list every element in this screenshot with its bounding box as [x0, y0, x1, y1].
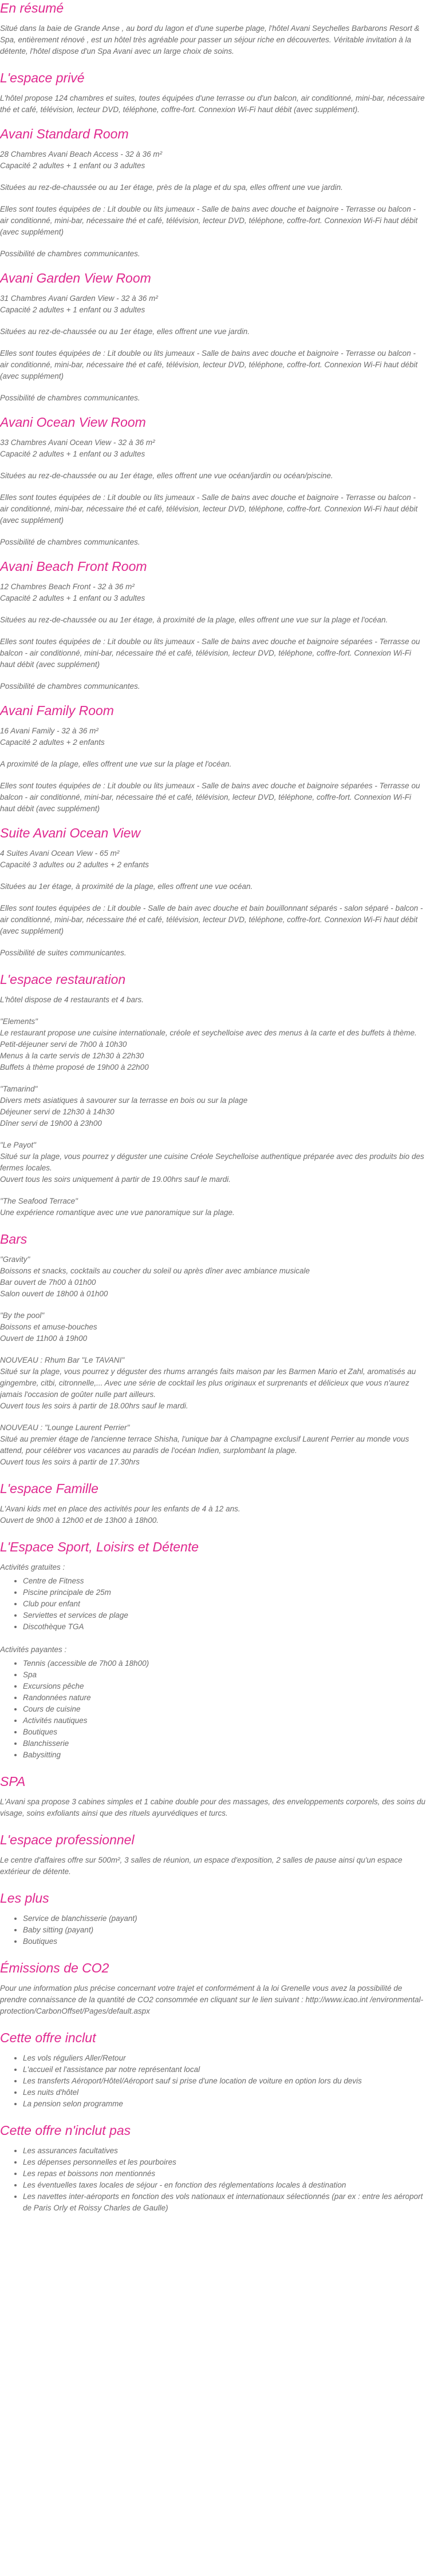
rooms-list	[0, 126, 426, 959]
not-included-item: • Les repas et boissons non mentionnés	[23, 2168, 426, 2180]
not-included-item: • Les navettes inter-aéroports en fonction des vols nationaux et internationaux sélectionnés (par ex : entre les aéroport de Paris Orly et Roissy Charles de Gaulle)	[23, 2191, 426, 2214]
room-extra: Possibilité de chambres communicantes.	[0, 682, 140, 690]
restaurant	[0, 1016, 426, 1073]
restaurant-line: Petit-déjeuner servi de 7h00 à 10h30	[0, 1040, 127, 1049]
room-capacity-line: 28 Chambres Avani Beach Access - 32 à 36 m²	[0, 150, 163, 158]
restaurant-list	[0, 1016, 426, 1218]
room-capacity	[0, 725, 426, 748]
paid-activities-list	[0, 1658, 426, 1761]
bar-line: Ouvert tous les soirs à partir de 17.30hrs	[0, 1458, 140, 1466]
paid-activity-item: • Excursions pêche	[23, 1681, 426, 1692]
plus-list	[0, 1913, 426, 1947]
room-title: Avani Garden View Room	[0, 271, 151, 285]
not-included-item: • Les éventuelles taxes locales de séjour - en fonction des réglementations locales à destination	[23, 2180, 426, 2191]
not-included-list	[0, 2145, 426, 2214]
free-activity-item: • Centre de Fitness	[23, 1575, 426, 1587]
paid-activity-item: • Babysitting	[23, 1749, 426, 1761]
spa-text: L'Avani spa propose 3 cabines simples et 1 cabine double pour des massages, des enveloppements corporels, des soins du visage, soins exfoliants ainsi que des rituels ayurvédiques et turcs.	[0, 1797, 426, 1817]
bar-line: NOUVEAU : Rhum Bar "Le TAVANI"	[0, 1356, 125, 1364]
paid-activity-item: • Tennis (accessible de 7h00 à 18h00)	[23, 1658, 426, 1669]
bar-line: Bar ouvert de 7h00 à 01h00	[0, 1278, 96, 1287]
paid-activity-item: • Cours de cuisine	[23, 1704, 426, 1715]
section-title-plus: Les plus	[0, 1891, 49, 1906]
included-item: • La pension selon programme	[23, 2098, 426, 2110]
bar-line: NOUVEAU : "Lounge Laurent Perrier"	[0, 1423, 130, 1432]
free-activity-item: • Club pour enfant	[23, 1598, 426, 1610]
restaurant-line: Ouvert tous les soirs uniquement à partir de 19.00hrs sauf le mardi.	[0, 1175, 231, 1184]
room-location: Situées au rez-de-chaussée ou au 1er étage, elles offrent une vue jardin.	[0, 327, 250, 336]
room-extra: Possibilité de chambres communicantes.	[0, 538, 140, 546]
room-title: Avani Beach Front Room	[0, 559, 147, 574]
room-extra: Possibilité de chambres communicantes.	[0, 394, 140, 402]
room-location: Situées au rez-de-chaussée ou au 1er étage, elles offrent une vue océan/jardin ou océan/piscine.	[0, 471, 333, 480]
restaurant-line: "Le Payot"	[0, 1141, 36, 1149]
room-extra: Possibilité de suites communicantes.	[0, 948, 127, 957]
restaurant-line: Divers mets asiatiques à savourer sur la terrasse en bois ou sur la plage	[0, 1096, 248, 1105]
restaurant-line: "The Seafood Terrace"	[0, 1197, 78, 1205]
pro-text: Le centre d'affaires offre sur 500m², 3 salles de réunion, un espace d'exposition, 2 salles de pause ainsi qu'un espace extérieur de détente.	[0, 1856, 403, 1876]
room-capacity	[0, 149, 426, 172]
resume-text: Situé dans la baie de Grande Anse , au bord du lagon et d'une superbe plage, l'hôtel Avani Seychelles Barbarons Resort & Spa, entièrement rénové , est un hôtel très agréable pour passer un séjour riche en découvertes. Véritable invitation à la détente, l'hôtel dispose d'un Spa Avani avec un large choix de soins.	[0, 24, 420, 55]
room-capacity	[0, 293, 426, 316]
paid-activity-item: • Randonnées nature	[23, 1692, 426, 1704]
not-included-item: • Les assurances facultatives	[23, 2145, 426, 2157]
room-capacity-line: 31 Chambres Avani Garden View - 32 à 36 m²	[0, 294, 158, 303]
included-list	[0, 2053, 426, 2110]
paid-activity-item: • Spa	[23, 1669, 426, 1681]
prive-text: L'hôtel propose 124 chambres et suites, toutes équipées d'une terrasse ou d'un balcon, air conditionné, mini-bar, nécessaire thé et café, télévision, lecteur DVD, téléphone, coffre-fort. Connexion Wi-Fi haut débit (avec supplément).	[0, 94, 425, 114]
room-location: Situées au 1er étage, à proximité de la plage, elles offrent une vue océan.	[0, 882, 253, 891]
section-title-ninclut: Cette offre n'inclut pas	[0, 2123, 131, 2138]
room-equipment: Elles sont toutes équipées de : Lit double ou lits jumeaux - Salle de bains avec douche et baignoire séparées - Terrasse ou balcon - air conditionné, mini-bar, nécessaire thé et café, télévision, lecteur DVD, téléphone, coffre-fort. Connexion Wi-Fi haut débit (avec supplément)	[0, 781, 420, 813]
room-capacity-line: Capacité 2 adultes + 1 enfant ou 3 adultes	[0, 450, 145, 458]
included-item: • Les nuits d'hôtel	[23, 2087, 426, 2098]
restaurant-line: Le restaurant propose une cuisine internationale, créole et seychelloise avec des menus à la carte et des buffets à thème.	[0, 1029, 417, 1037]
free-activities-list	[0, 1575, 426, 1633]
room-location: A proximité de la plage, elles offrent une vue sur la plage et l'océan.	[0, 760, 232, 768]
room-section	[0, 825, 426, 959]
free-activity-item: • Discothèque TGA	[23, 1621, 426, 1633]
plus-item: • Service de blanchisserie (payant)	[23, 1913, 426, 1924]
bar	[0, 1310, 426, 1344]
section-title-spa: SPA	[0, 1774, 26, 1789]
room-extra: Possibilité de chambres communicantes.	[0, 249, 140, 258]
free-activity-item: • Serviettes et services de plage	[23, 1610, 426, 1621]
restauration-intro: L'hôtel dispose de 4 restaurants et 4 bars.	[0, 995, 144, 1004]
bar-line: "Gravity"	[0, 1255, 30, 1264]
section-title-pro: L'espace professionnel	[0, 1832, 135, 1847]
room-capacity-line: 4 Suites Avani Ocean View - 65 m²	[0, 849, 120, 858]
restaurant-line: Une expérience romantique avec une vue panoramique sur la plage.	[0, 1208, 235, 1217]
bar-line: "By the pool"	[0, 1311, 45, 1320]
paid-activity-item: • Blanchisserie	[23, 1738, 426, 1749]
bar-line: Boissons et amuse-bouches	[0, 1323, 97, 1331]
room-capacity-line: 16 Avani Family - 32 à 36 m²	[0, 727, 98, 735]
room-location: Situées au rez-de-chaussée ou au 1er étage, à proximité de la plage, elles offrent une vue sur la plage et l'océan.	[0, 616, 388, 624]
bar	[0, 1254, 426, 1300]
famille-line: Ouvert de 9h00 à 12h00 et de 13h00 à 18h00.	[0, 1516, 159, 1525]
free-activities-label: Activités gratuites :	[0, 1563, 65, 1571]
plus-item: • Boutiques	[23, 1936, 426, 1947]
room-location: Situées au rez-de-chaussée ou au 1er étage, près de la plage et du spa, elles offrent une vue jardin.	[0, 183, 343, 192]
famille-line: L'Avani kids met en place des activités pour les enfants de 4 à 12 ans.	[0, 1505, 240, 1513]
room-section	[0, 558, 426, 692]
free-activity-item: • Piscine principale de 25m	[23, 1587, 426, 1598]
room-capacity-line: 12 Chambres Beach Front - 32 à 36 m²	[0, 582, 135, 591]
room-section	[0, 414, 426, 548]
restaurant-line: Buffets à thème proposé de 19h00 à 22h00	[0, 1063, 149, 1071]
room-capacity-line: Capacité 2 adultes + 1 enfant ou 3 adultes	[0, 161, 145, 170]
included-item: • Les vols réguliers Aller/Retour	[23, 2053, 426, 2064]
room-capacity	[0, 437, 426, 460]
room-equipment: Elles sont toutes équipées de : Lit double - Salle de bain avec douche et bain bouillonnant séparés - salon séparé - balcon - air conditionné, mini-bar, nécessaire thé et café, télévision, lecteur DVD, téléphone, coffre-fort. Connexion Wi-Fi haut débit (avec supplément)	[0, 904, 423, 935]
room-title: Avani Family Room	[0, 703, 114, 718]
room-capacity	[0, 848, 426, 871]
restaurant	[0, 1196, 426, 1218]
co2-text: Pour une information plus précise concernant votre trajet et conformément à la loi Grenelle vous avez la possibilité de prendre connaissance de la quantité de CO2 consommée en cliquant sur le lien suivant : http://www.icao.int /environmental-protection/CarbonOffset/Pages/default.aspx	[0, 1984, 424, 2015]
restaurant-line: Déjeuner servi de 12h30 à 14h30	[0, 1108, 115, 1116]
paid-activities-label: Activités payantes :	[0, 1645, 67, 1654]
paid-activity-item: • Boutiques	[23, 1726, 426, 1738]
bar-line: Situé sur la plage, vous pourrez y déguster des rhums arrangés faits maison par les Barmen Mario et Zahl, aromatisés au gingembre, citbi, citronnelle,... Avec une série de cocktail les plus originaux et surprenants et délicieux que vous n'aurez jamais l'occasion de goûter nulle part ailleurs.	[0, 1367, 416, 1399]
section-title-bars: Bars	[0, 1232, 27, 1247]
restaurant-line: Situé sur la plage, vous pourrez y déguster une cuisine Créole Seychelloise authentique préparée avec des produits bio des fermes locales.	[0, 1152, 424, 1172]
section-title-restauration: L'espace restauration	[0, 972, 126, 987]
included-item: • L'accueil et l'assistance par notre représentant local	[23, 2064, 426, 2075]
room-capacity-line: Capacité 2 adultes + 2 enfants	[0, 738, 105, 747]
bar	[0, 1422, 426, 1468]
included-item: • Les transferts Aéroport/Hôtel/Aéroport sauf si prise d'une location de voiture en option lors du devis	[23, 2075, 426, 2087]
restaurant-line: Menus à la carte servis de 12h30 à 22h30	[0, 1051, 144, 1060]
bar	[0, 1355, 426, 1412]
section-title-inclut: Cette offre inclut	[0, 2030, 96, 2045]
plus-item: • Baby sitting (payant)	[23, 1924, 426, 1936]
room-title: Avani Standard Room	[0, 126, 129, 141]
section-title-prive: L'espace privé	[0, 70, 85, 85]
restaurant-line: Dîner servi de 19h00 à 23h00	[0, 1119, 102, 1128]
room-capacity	[0, 581, 426, 604]
room-capacity-line: Capacité 3 adultes ou 2 adultes + 2 enfants	[0, 860, 149, 869]
room-title: Avani Ocean View Room	[0, 415, 146, 430]
room-section	[0, 702, 426, 815]
section-title-resume: En résumé	[0, 1, 64, 15]
room-equipment: Elles sont toutes équipées de : Lit double ou lits jumeaux - Salle de bains avec douche et baignoire - Terrasse ou balcon - air conditionné, mini-bar, nécessaire thé et café, télévision, lecteur DVD, téléphone, coffre-fort. Connexion Wi-Fi haut débit (avec supplément)	[0, 349, 418, 380]
bar-line: Ouvert tous les soirs à partir de 18.00hrs sauf le mardi.	[0, 1402, 188, 1410]
bar-line: Ouvert de 11h00 à 19h00	[0, 1334, 88, 1343]
section-title-sport: L'Espace Sport, Loisirs et Détente	[0, 1539, 199, 1554]
room-equipment: Elles sont toutes équipées de : Lit double ou lits jumeaux - Salle de bains avec douche et baignoire - Terrasse ou balcon - air conditionné, mini-bar, nécessaire thé et café, télévision, lecteur DVD, téléphone, coffre-fort. Connexion Wi-Fi haut débit (avec supplément)	[0, 493, 418, 525]
restaurant	[0, 1083, 426, 1129]
room-title: Suite Avani Ocean View	[0, 825, 141, 840]
section-title-co2: Émissions de CO2	[0, 1960, 109, 1975]
room-equipment: Elles sont toutes équipées de : Lit double ou lits jumeaux - Salle de bains avec douche et baignoire - Terrasse ou balcon - air conditionné, mini-bar, nécessaire thé et café, télévision, lecteur DVD, téléphone, coffre-fort. Connexion Wi-Fi haut débit (avec supplément)	[0, 205, 418, 236]
bar-line: Boissons et snacks, cocktails au coucher du soleil ou après dîner avec ambiance musicale	[0, 1267, 310, 1275]
bar-line: Salon ouvert de 18h00 à 01h00	[0, 1289, 108, 1298]
bar-list	[0, 1254, 426, 1468]
section-title-famille: L'espace Famille	[0, 1481, 98, 1496]
paid-activity-item: • Activités nautiques	[23, 1715, 426, 1726]
room-section	[0, 270, 426, 404]
room-equipment: Elles sont toutes équipées de : Lit double ou lits jumeaux - Salle de bains avec douche et baignoire séparées - Terrasse ou balcon - air conditionné, mini-bar, nécessaire thé et café, télévision, lecteur DVD, téléphone, coffre-fort. Connexion Wi-Fi haut débit (avec supplément)	[0, 637, 420, 669]
bar-line: Situé au premier étage de l'ancienne terrace Shisha, l'unique bar à Champagne exclusif Laurent Perrier au monde vous attend, pour célébrer vos vacances au paradis de l'océan Indien, surplombant la plage.	[0, 1435, 409, 1455]
room-capacity-line: 33 Chambres Avani Ocean View - 32 à 36 m²	[0, 438, 155, 447]
room-section	[0, 126, 426, 260]
restaurant-line: "Tamarind"	[0, 1085, 38, 1093]
not-included-item: • Les dépenses personnelles et les pourboires	[23, 2157, 426, 2168]
room-capacity-line: Capacité 2 adultes + 1 enfant ou 3 adultes	[0, 305, 145, 314]
restaurant	[0, 1140, 426, 1185]
restaurant-line: "Elements"	[0, 1017, 38, 1026]
room-capacity-line: Capacité 2 adultes + 1 enfant ou 3 adultes	[0, 594, 145, 602]
